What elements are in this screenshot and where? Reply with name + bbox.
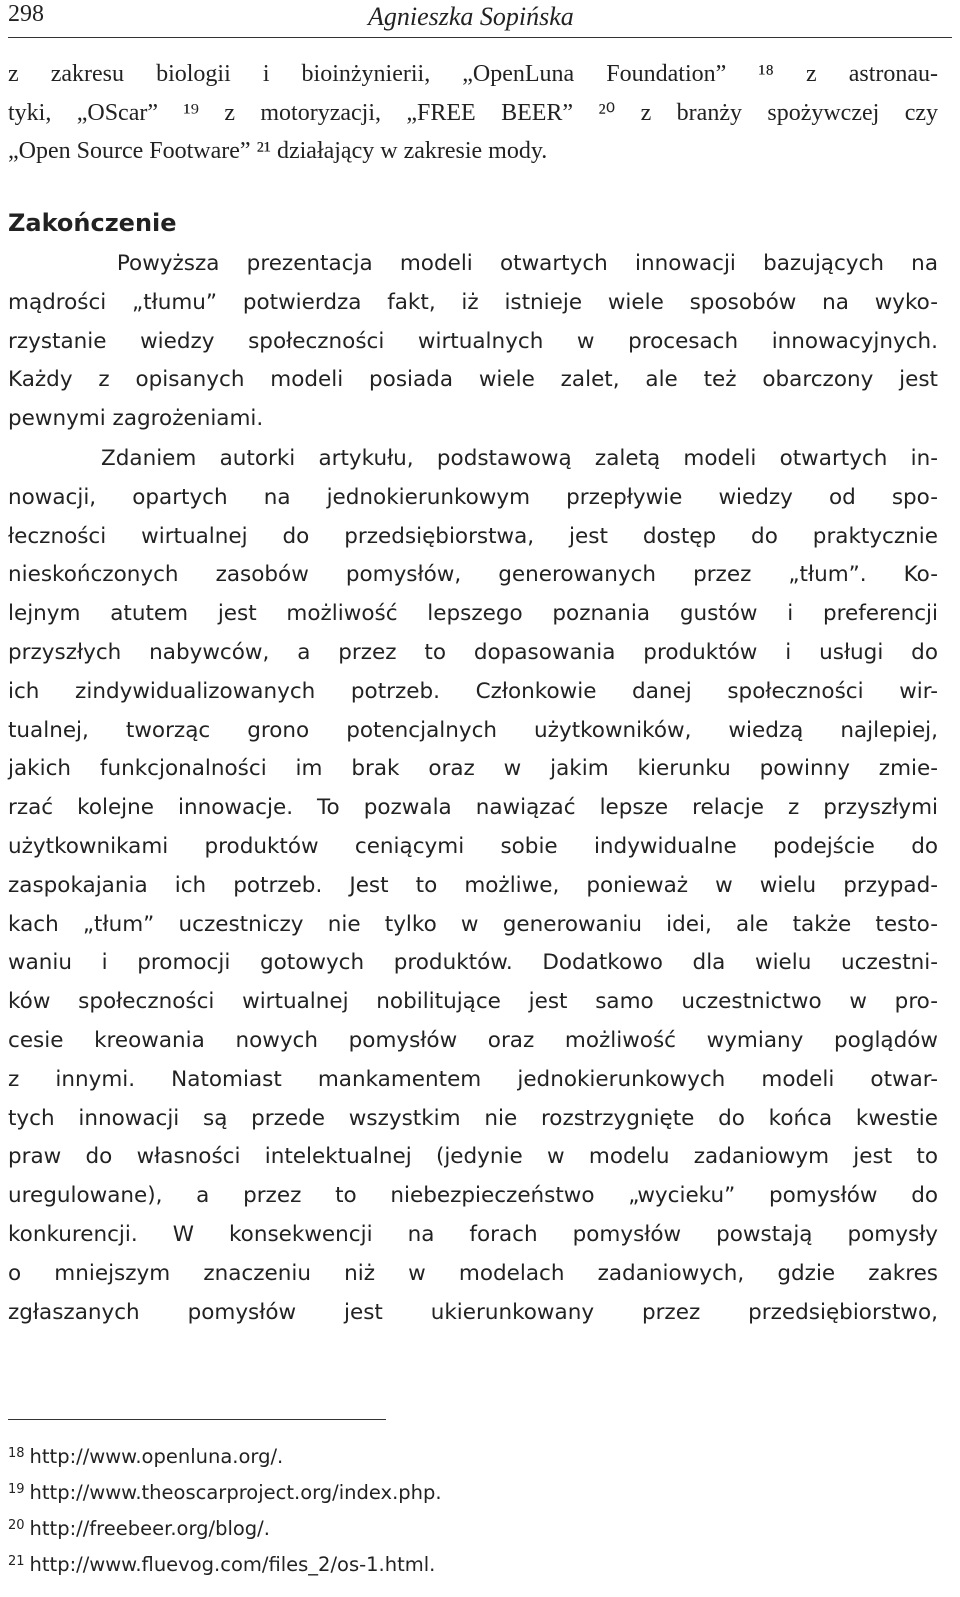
text-line: praw do własności intelektualnej (jedynie w modelu zadaniowym jest to <box>8 1144 938 1170</box>
text-line: waniu i promocji gotowych produktów. Dodatkowo dla wielu uczestni- <box>8 950 938 976</box>
running-head-author: Agnieszka Sopińska <box>368 2 574 31</box>
text-line: Zdaniem autorki artykułu, podstawową zaletą modeli otwartych in- <box>8 446 938 471</box>
text-line: rzystanie wiedzy społeczności wirtualnych w procesach innowacyjnych. <box>8 328 938 354</box>
text-line: tych innowacji są przede wszystkim nie rozstrzygnięte do końca kwestie <box>8 1105 938 1131</box>
text-line: zaspokajania ich potrzeb. Jest to możliwe, ponieważ w wielu przypad- <box>8 872 938 898</box>
page-header <box>8 0 952 38</box>
text-line: uregulowane), a przez to niebezpieczeństwo „wycieku” pomysłów do <box>8 1183 938 1209</box>
text-line: lejnym atutem jest możliwość lepszego poznania gustów i preferencji <box>8 601 938 627</box>
paragraph-summary <box>8 245 938 439</box>
text-line: „Open Source Footware” ²¹ działający w zakresie mody. <box>8 138 548 164</box>
text-line: jakich funkcjonalności im brak oraz w jakim kierunku powinny zmie- <box>8 756 938 782</box>
intro-paragraph <box>8 55 938 171</box>
text-line: zgłaszanych pomysłów jest ukierunkowany przez przedsiębiorstwo, <box>8 1299 938 1325</box>
footnote-number: 21 <box>8 1554 25 1569</box>
text-line: tualnej, tworząc grono potencjalnych użytkowników, wiedzą najlepiej, <box>8 717 938 743</box>
text-line: pewnymi zagrożeniami. <box>8 406 264 432</box>
text-line: konkurencji. W konsekwencji na forach pomysłów powstają pomysły <box>8 1221 938 1247</box>
footnote <box>8 1509 908 1545</box>
footnotes <box>8 1437 908 1581</box>
text-line: kach „tłum” uczestniczy nie tylko w generowaniu idei, ale także testo- <box>8 911 938 937</box>
text-line: użytkownikami produktów ceniącymi sobie indywidualne podejście do <box>8 833 938 859</box>
footnote-number: 20 <box>8 1518 25 1533</box>
footnote <box>8 1545 908 1581</box>
footnote-number: 18 <box>8 1446 25 1461</box>
text-line: ków społeczności wirtualnej nobilitujące jest samo uczestnictwo w pro- <box>8 989 938 1015</box>
text-line: przyszłych nabywców, a przez to dopasowania produktów i usługi do <box>8 639 938 665</box>
footnote <box>8 1473 908 1509</box>
section-heading: Zakończenie <box>8 209 177 237</box>
text-line: łeczności wirtualnej do przedsiębiorstwa, jest dostęp do praktycznie <box>8 523 938 549</box>
text-line: nowacji, opartych na jednokierunkowym przepływie wiedzy od spo- <box>8 484 938 510</box>
text-line: z innymi. Natomiast mankamentem jednokierunkowych modeli otwar- <box>8 1066 938 1092</box>
text-line: cesie kreowania nowych pomysłów oraz możliwość wymiany poglądów <box>8 1027 938 1053</box>
footnote-link[interactable]: http://www.theoscarproject.org/index.php. <box>29 1481 442 1504</box>
page-number: 298 <box>8 1 44 27</box>
footnote-link[interactable]: http://freebeer.org/blog/. <box>29 1517 270 1540</box>
paragraph-author-opinion <box>8 440 938 1332</box>
footnote-separator <box>8 1419 386 1420</box>
text-line: o mniejszym znaczeniu niż w modelach zadaniowych, gdzie zakres <box>8 1260 938 1286</box>
text-line: Każdy z opisanych modeli posiada wiele zalet, ale też obarczony jest <box>8 367 938 393</box>
text-line: z zakresu biologii i bioinżynierii, „OpenLuna Foundation” ¹⁸ z astronau- <box>8 61 938 87</box>
text-line: ich zindywidualizowanych potrzeb. Członkowie danej społeczności wir- <box>8 678 938 704</box>
text-line: Powyższa prezentacja modeli otwartych innowacji bazujących na <box>8 251 938 276</box>
footnote-number: 19 <box>8 1482 25 1497</box>
footnote-link[interactable]: http://www.fluevog.com/files_2/os-1.html. <box>29 1553 436 1576</box>
footnote <box>8 1437 908 1473</box>
text-line: mądrości „tłumu” potwierdza fakt, iż istnieje wiele sposobów na wyko- <box>8 289 938 315</box>
text-line: tyki, „OScar” ¹⁹ z motoryzacji, „FREE BEER” ²⁰ z branży spożywczej czy <box>8 99 938 126</box>
text-line: rzać kolejne innowacje. To pozwala nawiązać lepsze relacje z przyszłymi <box>8 795 938 821</box>
footnote-link[interactable]: http://www.openluna.org/. <box>29 1445 284 1468</box>
text-line: nieskończonych zasobów pomysłów, generowanych przez „tłum”. Ko- <box>8 562 938 588</box>
